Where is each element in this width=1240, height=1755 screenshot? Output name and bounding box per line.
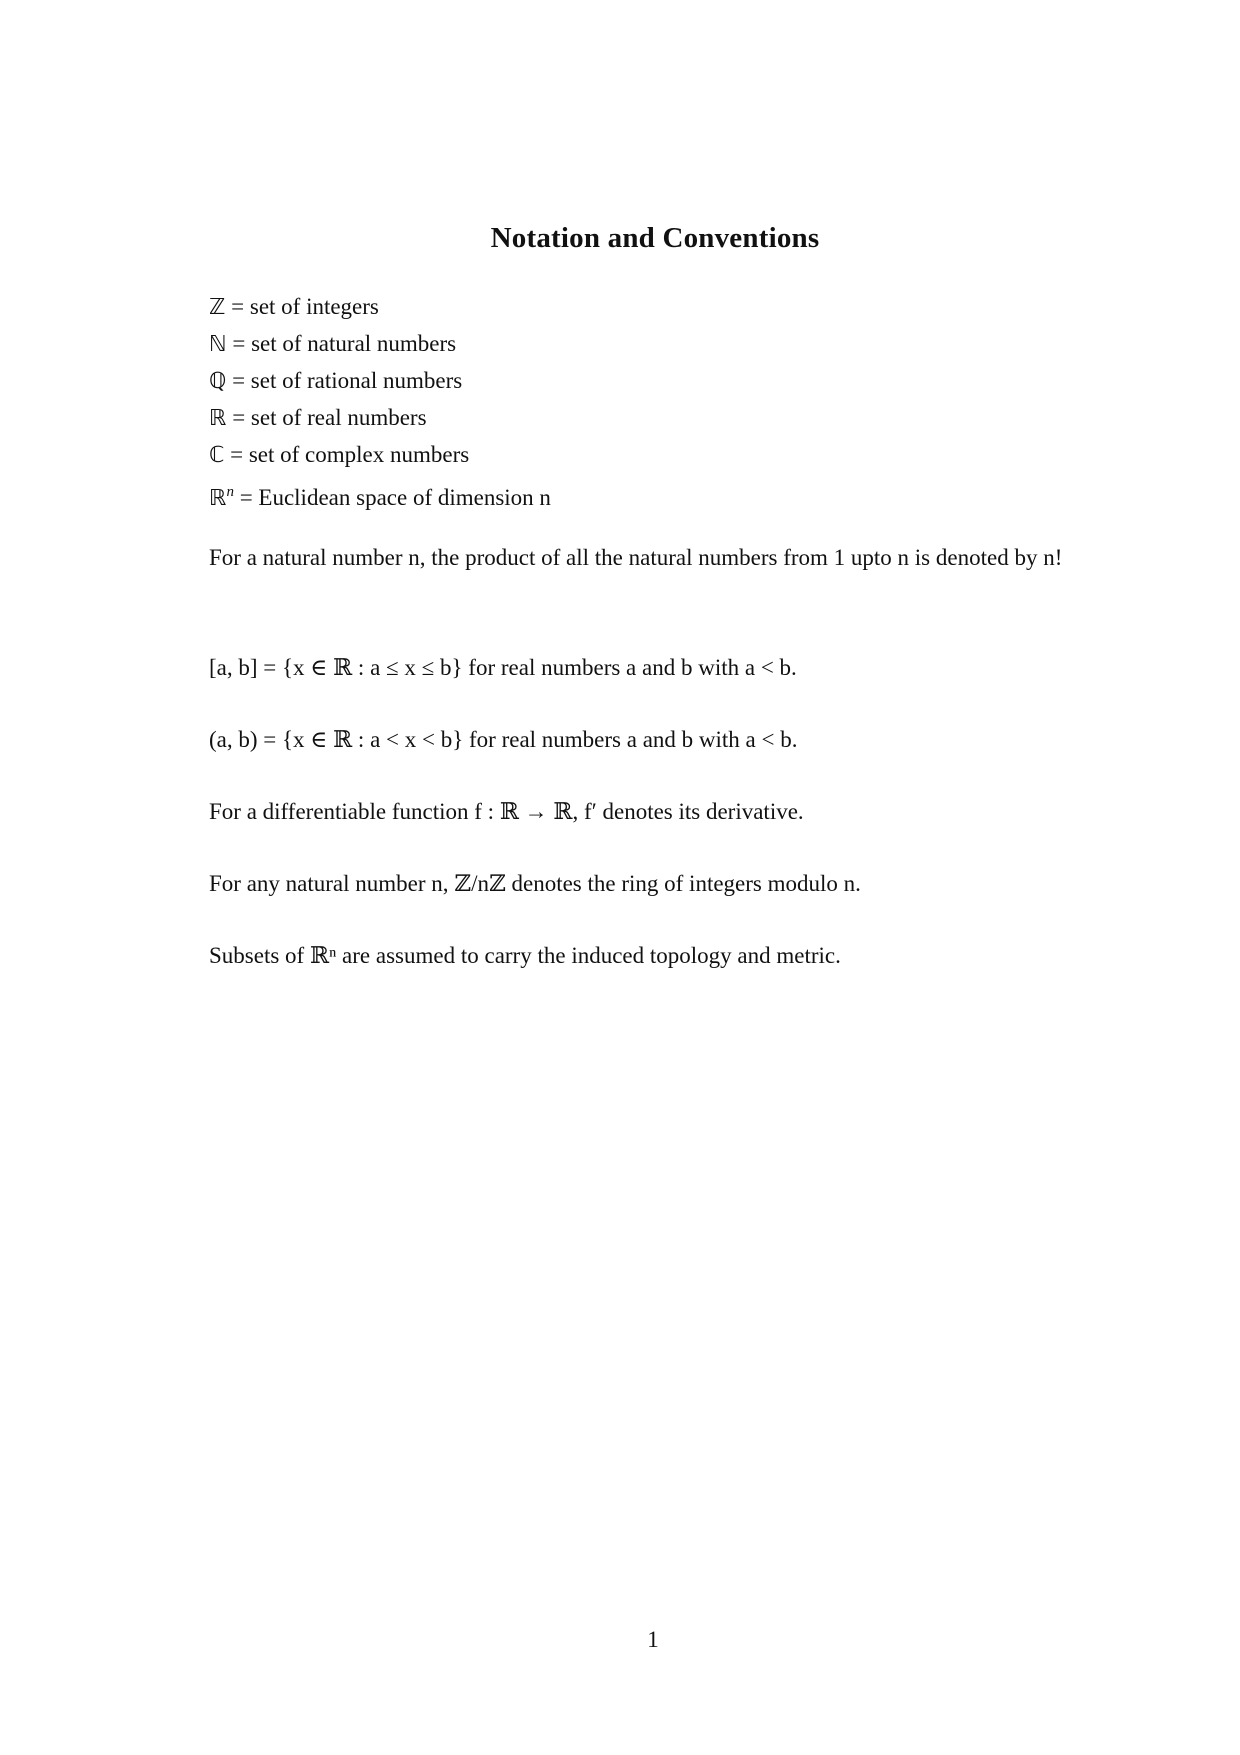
notation-definition: = set of natural numbers: [226, 331, 457, 356]
notation-superscript: n: [226, 484, 234, 500]
notation-symbol: ℝ: [209, 486, 227, 511]
notation-list: [209, 289, 1109, 517]
notation-symbol: ℤ: [209, 295, 226, 320]
paragraph-factorial: For a natural number n, the product of all the natural numbers from 1 upto n is denoted by n!: [209, 545, 1063, 570]
notation-symbol: ℂ: [209, 443, 225, 468]
notation-item-rationals: [209, 363, 1109, 400]
notation-definition: = set of real numbers: [226, 405, 427, 430]
notation-symbol: ℕ: [209, 332, 227, 357]
notation-item-euclidean: [209, 474, 1109, 517]
notation-definition: = set of rational numbers: [226, 368, 463, 393]
notation-item-complex: [209, 437, 1109, 474]
paragraph-subsets: Subsets of ℝⁿ are assumed to carry the induced topology and metric.: [209, 943, 841, 968]
notation-symbol: ℝ: [209, 406, 227, 431]
notation-definition: = set of integers: [225, 294, 379, 319]
notation-item-reals: [209, 400, 1109, 437]
paragraph-closed-interval: [a, b] = {x ∈ ℝ : a ≤ x ≤ b} for real numbers a and b with a < b.: [209, 655, 797, 680]
notation-definition: = set of complex numbers: [224, 442, 470, 467]
notation-item-naturals: [209, 326, 1109, 363]
notation-item-integers: [209, 289, 1109, 326]
paragraph-modulo: For any natural number n, ℤ/nℤ denotes the ring of integers modulo n.: [209, 871, 861, 896]
page-title: Notation and Conventions: [490, 222, 820, 254]
notation-symbol: ℚ: [209, 369, 227, 394]
paragraph-derivative: For a differentiable function f : ℝ → ℝ, f′ denotes its derivative.: [209, 799, 804, 824]
paragraph-open-interval: (a, b) = {x ∈ ℝ : a < x < b} for real numbers a and b with a < b.: [209, 727, 798, 752]
notation-definition: = Euclidean space of dimension n: [233, 485, 551, 510]
page-number: 1: [647, 1627, 659, 1652]
